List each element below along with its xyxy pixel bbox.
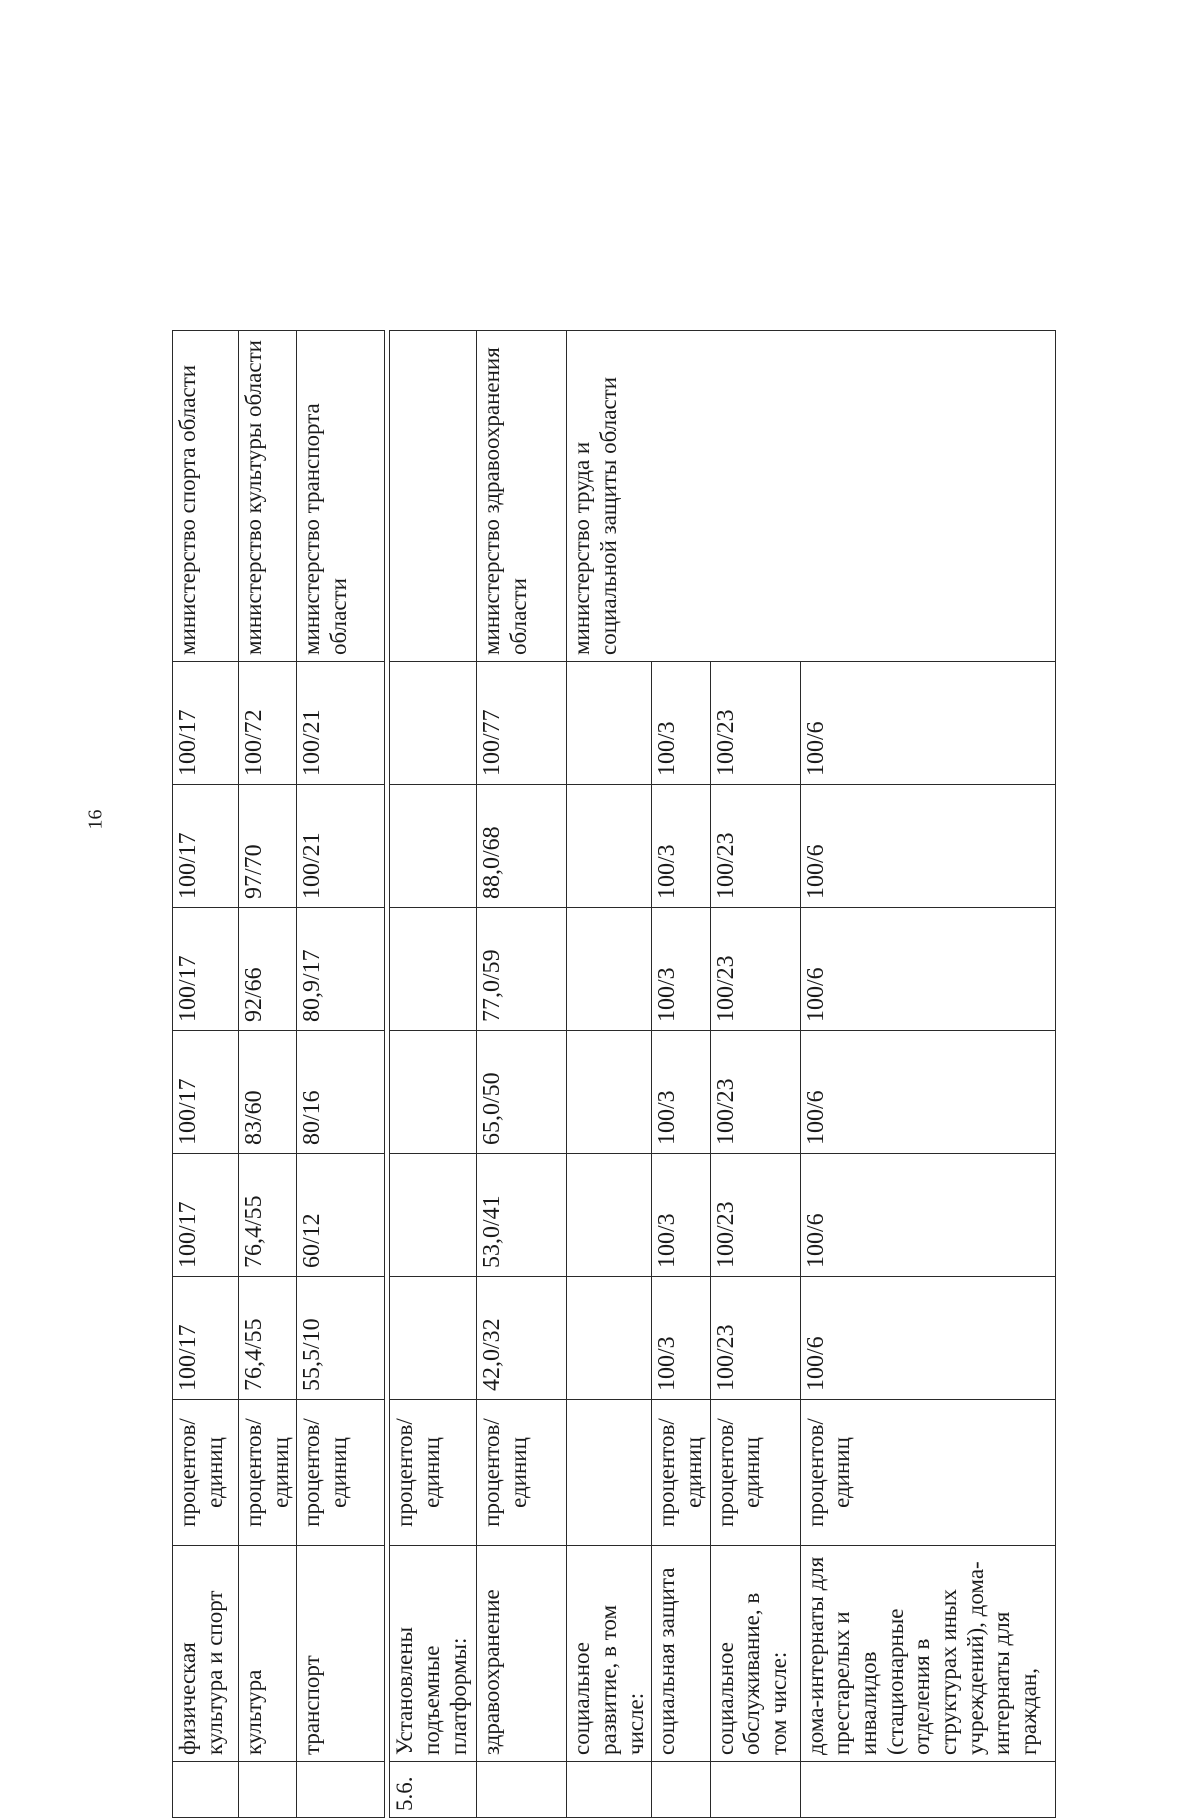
- indicator-name: здравоохранение: [477, 1546, 567, 1762]
- value-cell: 100/6: [800, 1277, 1055, 1400]
- value-cell: 76,4/55: [239, 1154, 297, 1277]
- indicator-name: социальное развитие, в том числе:: [567, 1546, 652, 1762]
- value-cell: 77,0/59: [477, 908, 567, 1031]
- value-cell: 100/23: [710, 1277, 800, 1400]
- value-cell: 100/21: [297, 662, 385, 785]
- row-number: 5.6.: [390, 1762, 477, 1818]
- value-cell: 100/17: [173, 1277, 239, 1400]
- value-cell: 100/6: [800, 908, 1055, 1031]
- row-number: [477, 1762, 567, 1818]
- responsible-cell: министерство культуры области: [239, 331, 297, 662]
- value-cell: 100/3: [652, 908, 710, 1031]
- value-cell: 65,0/50: [477, 1031, 567, 1154]
- responsible-cell: министерство труда и социальной защиты области: [567, 331, 1055, 662]
- unit-cell: процентов/ единиц: [239, 1400, 297, 1546]
- value-cell: [390, 785, 477, 908]
- value-cell: [390, 662, 477, 785]
- value-cell: 97/70: [239, 785, 297, 908]
- value-cell: 100/6: [800, 662, 1055, 785]
- indicators-table: [172, 330, 1056, 1818]
- table-row: [567, 331, 652, 1818]
- unit-cell: процентов/ единиц: [477, 1400, 567, 1546]
- value-cell: 53,0/41: [477, 1154, 567, 1277]
- value-cell: 55,5/10: [297, 1277, 385, 1400]
- indicator-name: Установлены подъемные платформы:: [390, 1546, 477, 1762]
- value-cell: 100/23: [710, 1154, 800, 1277]
- value-cell: 100/3: [652, 1154, 710, 1277]
- value-cell: [567, 908, 652, 1031]
- responsible-cell: министерство транспорта области: [297, 331, 385, 662]
- value-cell: 100/3: [652, 1277, 710, 1400]
- value-cell: 100/6: [800, 1031, 1055, 1154]
- row-number: [173, 1762, 239, 1818]
- unit-cell: процентов/ единиц: [652, 1400, 710, 1546]
- value-cell: 100/17: [173, 662, 239, 785]
- value-cell: 80,9/17: [297, 908, 385, 1031]
- responsible-cell: министерство здравоохранения области: [477, 331, 567, 662]
- value-cell: [567, 1154, 652, 1277]
- value-cell: [390, 1154, 477, 1277]
- table-row: [477, 331, 567, 1818]
- value-cell: [390, 908, 477, 1031]
- value-cell: [567, 785, 652, 908]
- value-cell: [567, 662, 652, 785]
- row-number: [800, 1762, 1055, 1818]
- value-cell: [390, 1277, 477, 1400]
- value-cell: 88,0/68: [477, 785, 567, 908]
- value-cell: 100/3: [652, 785, 710, 908]
- value-cell: 80/16: [297, 1031, 385, 1154]
- indicator-name: дома-интернаты для престарелых и инвалидов (стационарные отделения в структурах иных учреждений), дома-интернаты для граждан,: [800, 1546, 1055, 1762]
- value-cell: 100/6: [800, 1154, 1055, 1277]
- value-cell: [390, 1031, 477, 1154]
- table-row: [297, 331, 385, 1818]
- unit-cell: процентов/ единиц: [390, 1400, 477, 1546]
- indicator-name: социальное обслуживание, в том числе:: [710, 1546, 800, 1762]
- unit-cell: процентов/ единиц: [297, 1400, 385, 1546]
- value-cell: 100/23: [710, 785, 800, 908]
- value-cell: 100/3: [652, 662, 710, 785]
- value-cell: 100/23: [710, 908, 800, 1031]
- row-number: [297, 1762, 385, 1818]
- value-cell: 100/6: [800, 785, 1055, 908]
- unit-cell: процентов/ единиц: [710, 1400, 800, 1546]
- responsible-cell: министерство спорта области: [173, 331, 239, 662]
- value-cell: 83/60: [239, 1031, 297, 1154]
- row-number: [567, 1762, 652, 1818]
- indicator-name: транспорт: [297, 1546, 385, 1762]
- value-cell: 100/23: [710, 1031, 800, 1154]
- table-row: [173, 331, 239, 1818]
- row-number: [239, 1762, 297, 1818]
- responsible-cell: [390, 331, 477, 662]
- value-cell: 100/17: [173, 785, 239, 908]
- row-number: [652, 1762, 710, 1818]
- unit-cell: процентов/ единиц: [173, 1400, 239, 1546]
- indicator-name: физическая культура и спорт: [173, 1546, 239, 1762]
- value-cell: 100/77: [477, 662, 567, 785]
- unit-cell: [567, 1400, 652, 1546]
- table-row: [390, 331, 477, 1818]
- value-cell: [567, 1277, 652, 1400]
- value-cell: 100/3: [652, 1031, 710, 1154]
- row-number: [710, 1762, 800, 1818]
- value-cell: [567, 1031, 652, 1154]
- value-cell: 42,0/32: [477, 1277, 567, 1400]
- value-cell: 60/12: [297, 1154, 385, 1277]
- table-row: [239, 331, 297, 1818]
- value-cell: 100/72: [239, 662, 297, 785]
- unit-cell: процентов/ единиц: [800, 1400, 1055, 1546]
- value-cell: 100/17: [173, 1154, 239, 1277]
- indicator-name: социальная защита: [652, 1546, 710, 1762]
- value-cell: 100/17: [173, 1031, 239, 1154]
- value-cell: 92/66: [239, 908, 297, 1031]
- value-cell: 100/23: [710, 662, 800, 785]
- indicator-name: культура: [239, 1546, 297, 1762]
- page-number: 16: [84, 809, 107, 830]
- value-cell: 76,4/55: [239, 1277, 297, 1400]
- value-cell: 100/21: [297, 785, 385, 908]
- value-cell: 100/17: [173, 908, 239, 1031]
- rotated-table-container: [172, 331, 1127, 1818]
